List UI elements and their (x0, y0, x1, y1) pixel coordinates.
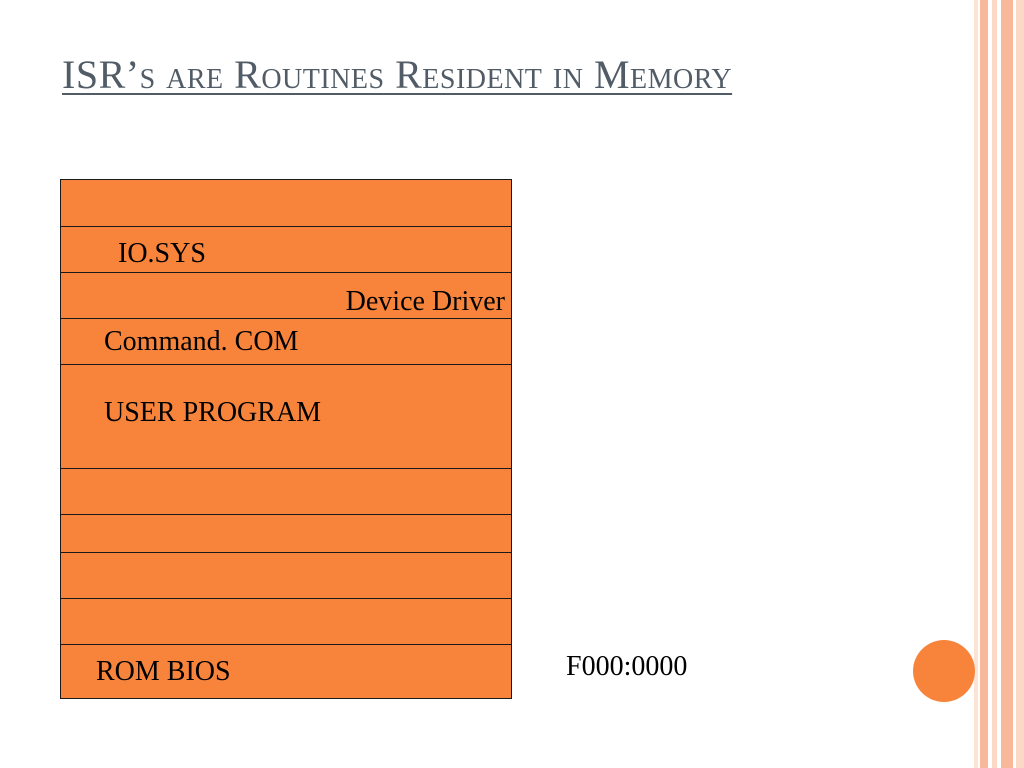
memory-block-label: ROM BIOS (96, 656, 231, 687)
rom-bios-address-label: F000:0000 (566, 651, 688, 682)
memory-block-io-sys (61, 226, 511, 272)
memory-map-diagram (60, 179, 512, 699)
memory-block-label: Command. COM (104, 326, 299, 357)
memory-block-rom-bios (61, 644, 511, 698)
memory-block-empty (61, 468, 511, 514)
memory-block-command-com (61, 318, 511, 364)
memory-block-empty (61, 514, 511, 552)
memory-block-device-driver (61, 272, 511, 318)
decorative-circle (913, 640, 975, 702)
memory-block-empty (61, 180, 511, 226)
memory-block-user-program (61, 364, 511, 468)
memory-block-label: USER PROGRAM (104, 397, 322, 428)
memory-block-empty (61, 598, 511, 644)
memory-block-empty (61, 552, 511, 598)
memory-block-label: IO.SYS (118, 238, 206, 269)
decorative-border-stripes (974, 0, 1024, 768)
slide-title: ISR’s are Routines Resident in Memory (62, 52, 733, 97)
memory-block-label: Device Driver (345, 286, 505, 317)
